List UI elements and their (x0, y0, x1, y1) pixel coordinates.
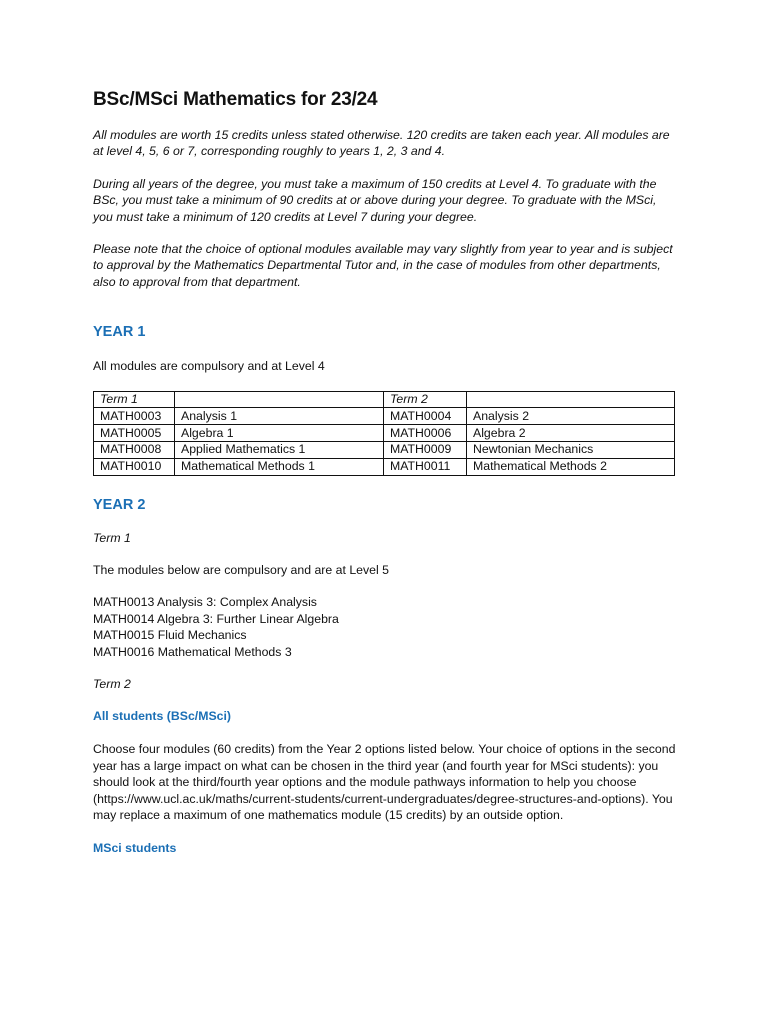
list-item: MATH0013 Analysis 3: Complex Analysis (93, 595, 317, 610)
module-code: MATH0003 (94, 408, 175, 425)
module-name: Mathematical Methods 2 (467, 458, 675, 475)
module-code: MATH0006 (384, 425, 467, 442)
term1-header-blank (175, 391, 384, 408)
choose-modules-paragraph: Choose four modules (60 credits) from the Year 2 options listed below. Your choice of options in the second year has a large impact on what can be chosen in the third year (and fourth year for MSci students): you should look at the third/fourth year options and the module pathways information to help you choose (https://www.ucl.ac.uk/maths/current-students/current-undergraduates/degree-structures-and-options). You may replace a maximum of one mathematics module (15 credits) by an outside option. (93, 742, 676, 823)
term2-header: Term 2 (384, 391, 467, 408)
module-code: MATH0011 (384, 458, 467, 475)
year1-module-table (93, 391, 675, 476)
table-row (94, 425, 675, 442)
intro-paragraph-credits: All modules are worth 15 credits unless stated otherwise. 120 credits are taken each year. All modules are at level 4, 5, 6 or 7, corresponding roughly to years 1, 2, 3 and 4. (93, 128, 670, 159)
year2-term1-label: Term 1 (93, 530, 131, 545)
module-code: MATH0005 (94, 425, 175, 442)
module-name: Applied Mathematics 1 (175, 442, 384, 459)
term1-header: Term 1 (94, 391, 175, 408)
list-item: MATH0015 Fluid Mechanics (93, 628, 247, 643)
module-name: Newtonian Mechanics (467, 442, 675, 459)
document-title: BSc/MSci Mathematics for 23/24 (93, 89, 378, 110)
module-code: MATH0008 (94, 442, 175, 459)
module-name: Algebra 1 (175, 425, 384, 442)
year2-compulsory-note: The modules below are compulsory and are at Level 5 (93, 563, 389, 578)
module-code: MATH0009 (384, 442, 467, 459)
msci-students-heading: MSci students (93, 840, 177, 855)
year1-heading: YEAR 1 (93, 324, 146, 341)
year2-heading: YEAR 2 (93, 496, 146, 513)
list-item: MATH0016 Mathematical Methods 3 (93, 644, 292, 659)
term2-header-blank (467, 391, 675, 408)
intro-paragraph-optional-modules: Please note that the choice of optional modules available may vary slightly from year to year and is subject to approval by the Mathematics Departmental Tutor and, in the case of modules from other departments, also to approval from that department. (93, 242, 673, 289)
module-name: Analysis 2 (467, 408, 675, 425)
all-students-heading: All students (BSc/MSci) (93, 709, 232, 724)
table-row (94, 458, 675, 475)
document-content (93, 88, 677, 856)
year1-note: All modules are compulsory and at Level 4 (93, 359, 325, 374)
list-item: MATH0014 Algebra 3: Further Linear Algebra (93, 611, 339, 626)
table-row (94, 408, 675, 425)
year2-term2-label: Term 2 (93, 677, 131, 692)
module-name: Analysis 1 (175, 408, 384, 425)
module-name: Algebra 2 (467, 425, 675, 442)
module-code: MATH0010 (94, 458, 175, 475)
intro-paragraph-requirements: During all years of the degree, you must take a maximum of 150 credits at Level 4. To graduate with the BSc, you must take a minimum of 90 credits at or above during your degree. To graduate with the MSci, you must take a minimum of 120 credits at Level 7 during your degree. (93, 176, 657, 224)
module-name: Mathematical Methods 1 (175, 458, 384, 475)
table-row (94, 442, 675, 459)
table-header-row (94, 391, 675, 408)
module-code: MATH0004 (384, 408, 467, 425)
year2-compulsory-list (93, 594, 677, 660)
